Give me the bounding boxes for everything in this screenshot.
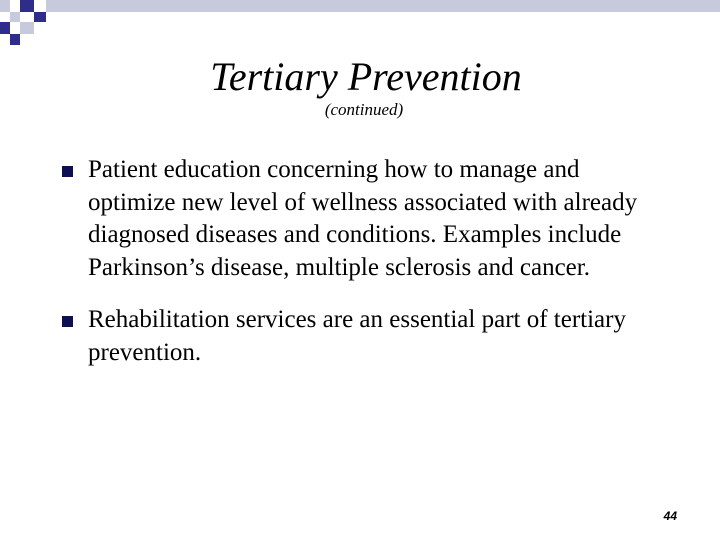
square-bullet-icon <box>62 316 73 327</box>
square-bullet-icon <box>62 166 73 177</box>
title-block <box>0 54 720 120</box>
page-number: 44 <box>663 509 677 523</box>
corner-decoration <box>0 0 720 45</box>
slide-subtitle: (continued) <box>324 100 404 119</box>
bullet-text: Patient education concerning how to manage and optimize new level of wellness associated with already diagnosed diseases and conditions. Examples include Parkinson’s disease, multiple sclerosis and cancer. <box>88 156 638 281</box>
bullet-text: Rehabilitation services are an essential part of tertiary prevention. <box>88 306 626 366</box>
bullet-list <box>62 154 672 389</box>
bullet-item <box>62 304 672 369</box>
slide-title: Tertiary Prevention <box>210 54 522 99</box>
bullet-item <box>62 154 672 284</box>
